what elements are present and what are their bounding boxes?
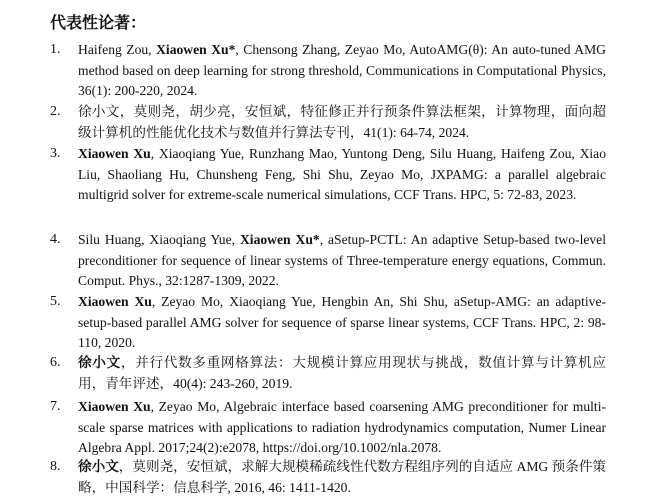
highlighted-author: Xiaowen Xu: [78, 399, 151, 414]
reference-details: , Chensong Zhang, Zeyao Mo, AutoAMG(θ): An auto-tuned AMG method based on deep learning for strong threshold, Communications in Computational Physics, 36(1): 200-220, 2024.: [78, 42, 607, 98]
reference-text: [78, 353, 606, 394]
reference-number: 2.: [50, 104, 61, 119]
reference-details: ，莫则尧，安恒斌，求解大规模稀疏线性代数方程组序列的自适应 AMG 预条件策略，中国科学：信息科学, 2016, 46: 1411-1420.: [78, 459, 607, 495]
reference-authors-before: Haifeng Zou,: [78, 42, 157, 57]
reference-details: ，并行代数多重网格算法：大规模计算应用现状与挑战，数值计算与计算机应用，青年评述，40(4): 243-260, 2019.: [78, 355, 607, 391]
reference-text: [78, 230, 606, 292]
reference-number: 7.: [50, 399, 61, 414]
reference-number: 6.: [50, 355, 61, 370]
highlighted-author: 徐小文: [78, 355, 121, 370]
reference-number: 8.: [50, 459, 61, 474]
reference-details: , Zeyao Mo, Xiaoqiang Yue, Hengbin An, Shi Shu, aSetup-AMG: an adaptive-setup-based parallel AMG solver for sequence of sparse linear systems, CCF Trans. HPC, 2: 98-110, 2020.: [78, 294, 607, 350]
reference-details: , aSetup-PCTL: An adaptive Setup-based two-level preconditioner for sequence of linear systems of Three-temperature energy equations, Commun. Comput. Phys., 32:1287-1309, 2022.: [78, 232, 606, 288]
highlighted-author: Xiaowen Xu*: [239, 232, 320, 247]
highlighted-author: 徐小文: [78, 459, 119, 474]
reference-number: 1.: [50, 42, 61, 57]
reference-authors-before: Silu Huang, Xiaoqiang Yue,: [78, 232, 240, 247]
reference-number: 4.: [50, 232, 61, 247]
reference-text: [78, 292, 606, 354]
reference-text: [78, 457, 606, 498]
highlighted-author: Xiaowen Xu: [78, 146, 151, 161]
reference-text: [78, 40, 606, 102]
reference-details: , Xiaoqiang Yue, Runzhang Mao, Yuntong Deng, Silu Huang, Haifeng Zou, Xiao Liu, Shaoliang Hu, Chunsheng Feng, Shi Shu, Zeyao Mo, JXPAMG: a parallel algebraic multigrid solver for extreme-scale numerical simulations, CCF Trans. HPC, 5: 72-83, 2023.: [78, 146, 606, 202]
reference-text: [78, 144, 606, 206]
section-title: 代表性论著：: [50, 15, 147, 32]
reference-text: [78, 102, 606, 143]
highlighted-author: Xiaowen Xu*: [156, 42, 236, 57]
reference-text: [78, 397, 606, 459]
reference-number: 5.: [50, 294, 61, 309]
reference-details: 徐小文，莫则尧，胡少亮，安恒斌，特征修正并行预条件算法框架，计算物理，面向超级计算机的性能优化技术与数值并行算法专刊，41(1): 64-74, 2024.: [78, 104, 606, 140]
reference-number: 3.: [50, 146, 61, 161]
highlighted-author: Xiaowen Xu: [78, 294, 152, 309]
reference-details: , Zeyao Mo, Algebraic interface based coarsening AMG preconditioner for multi-scale sparse matrices with applications to radiation hydrodynamics computation, Numer Linear Algebra Appl. 2017;24(2):e2078, https://doi.org/10.1002/nla.2078.: [78, 399, 606, 455]
